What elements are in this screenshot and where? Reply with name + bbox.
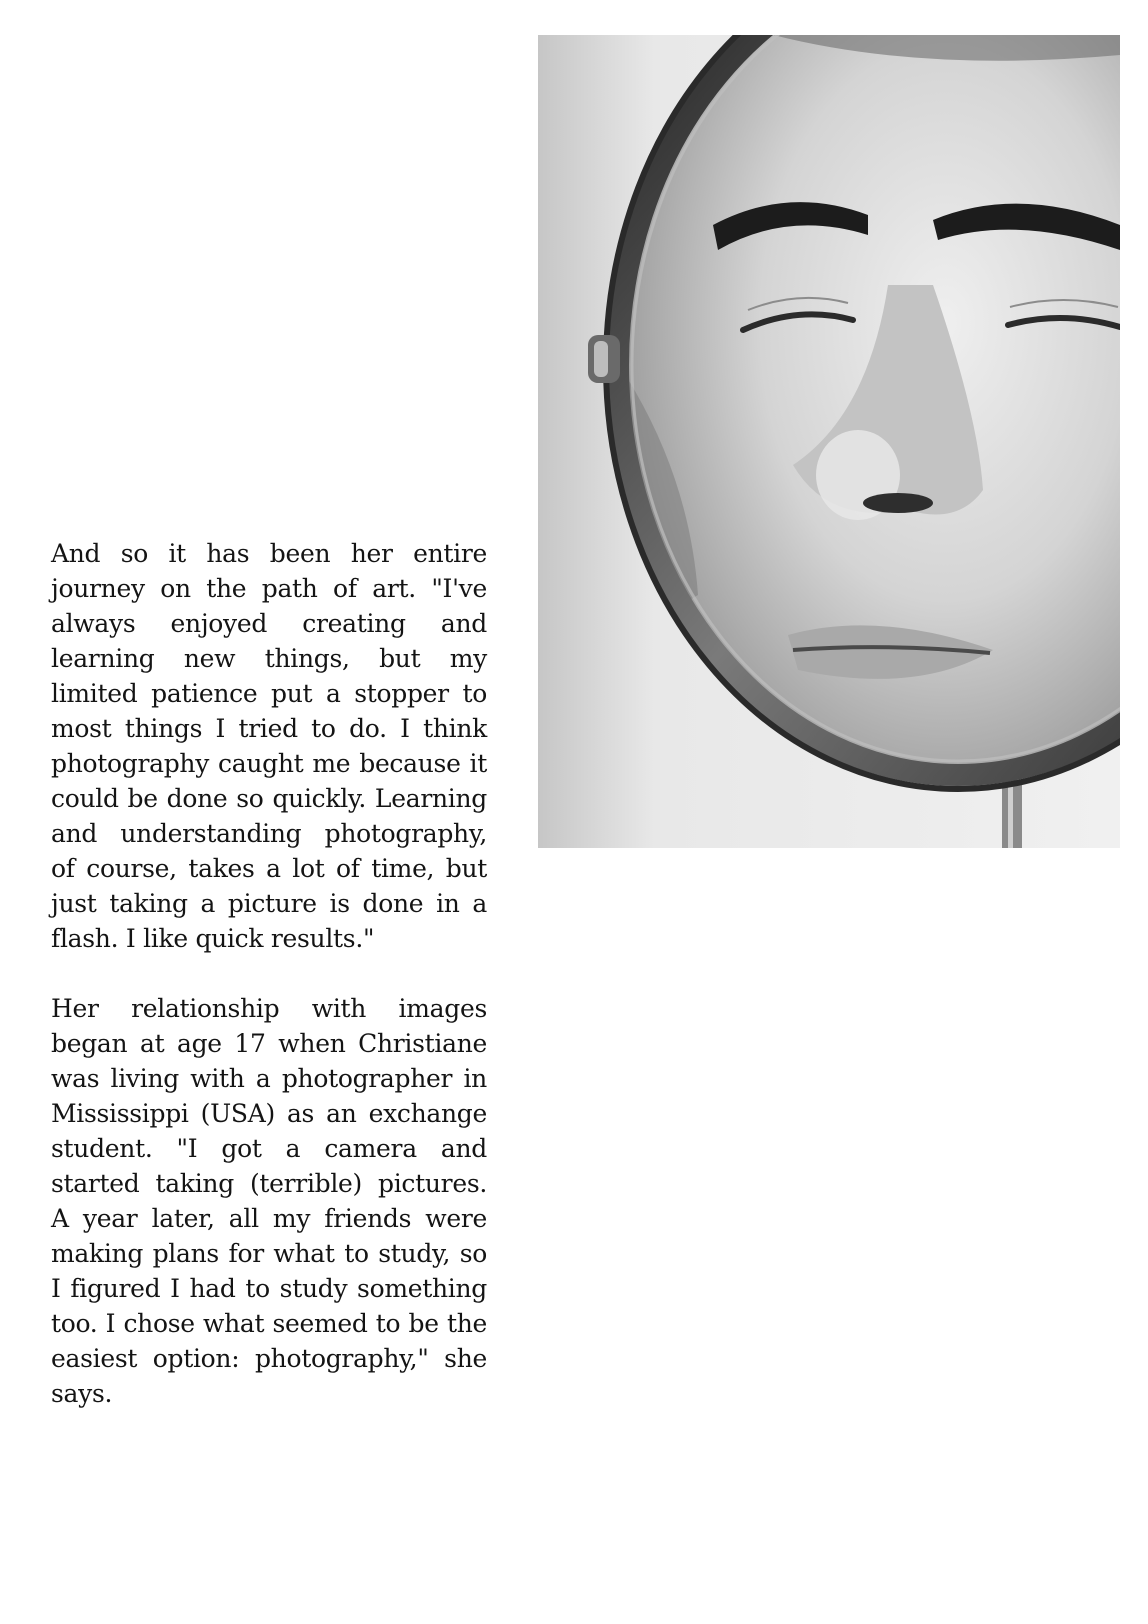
article-text-column	[51, 536, 487, 1411]
mirror-portrait-photo	[538, 35, 1120, 848]
article-paragraph-2: Her relationship with images began at age 17 when Christiane was living with a photographer in Mississippi (USA) as an exchange student. "I got a camera and started taking (terrible) pictures. A year later, all my friends were making plans for what to study, so I figured I had to study something too. I chose what seemed to be the easiest option: photography," she says.	[51, 994, 487, 1408]
article-paragraph-1: And so it has been her entire journey on the path of art. "I've always enjoyed creating and learning new things, but my limited patience put a stopper to most things I tried to do. I think photography caught me because it could be done so quickly. Learning and understanding photography, of course, takes a lot of time, but just taking a picture is done in a flash. I like quick results."	[51, 539, 487, 953]
mirror-portrait-illustration	[538, 35, 1120, 848]
